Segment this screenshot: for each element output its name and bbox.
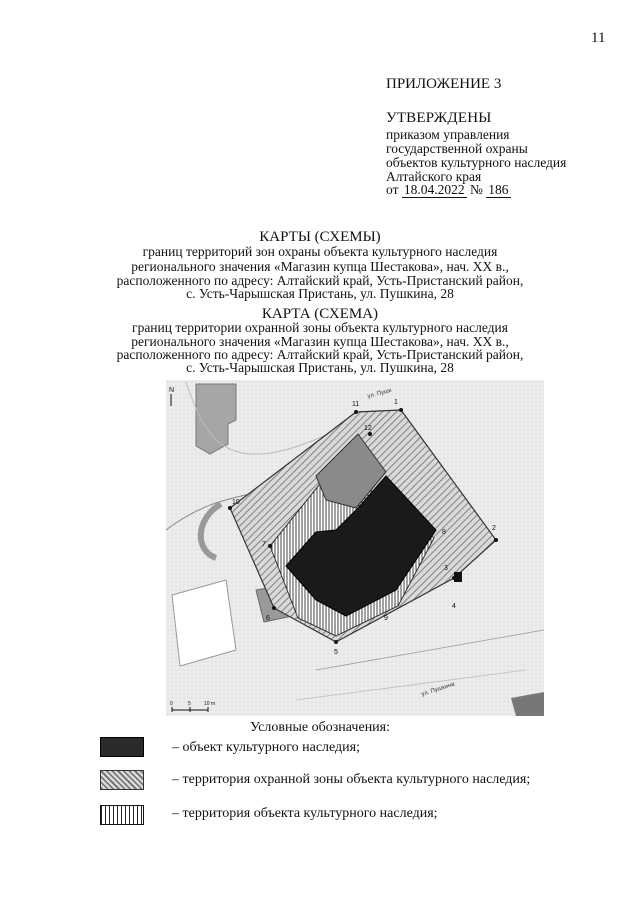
legend-item-object: – объект культурного наследия; — [172, 740, 360, 755]
point-label: 3 — [444, 565, 448, 572]
site-map — [166, 380, 544, 716]
approval-number: 186 — [488, 182, 509, 197]
north-label: N — [169, 387, 175, 394]
boundary-point — [228, 506, 232, 510]
point-label: 2 — [492, 525, 496, 532]
boundary-point — [272, 606, 276, 610]
scale-label: 5 — [188, 701, 191, 707]
approval-date-line — [386, 183, 511, 197]
point-label: 5 — [334, 649, 338, 656]
boundary-point — [399, 408, 403, 412]
legend-title: Условные обозначения: — [249, 720, 391, 735]
section1-line: границ территорий зон охраны объекта культурного наследия — [142, 244, 498, 259]
appendix-title: ПРИЛОЖЕНИЕ 3 — [386, 76, 502, 92]
point-label: 9 — [384, 615, 388, 622]
page-number: 11 — [591, 30, 606, 46]
boundary-point — [334, 640, 338, 644]
point-label: 8 — [442, 529, 446, 536]
approval-line: объектов культурного наследия — [386, 155, 567, 170]
boundary-point — [494, 538, 498, 542]
point-label: 6 — [266, 615, 270, 622]
boundary-point — [368, 432, 372, 436]
section1-line: с. Усть-Чарышская Пристань, ул. Пушкина, 28 — [186, 286, 454, 301]
section1-line: расположенного по адресу: Алтайский край, Усть-Пристанский район, — [116, 273, 524, 288]
section2-title: КАРТА (СХЕМА) — [261, 306, 379, 322]
neighbor-plot — [172, 580, 236, 666]
boundary-point — [452, 576, 456, 580]
point-label: 10 — [232, 499, 240, 506]
point-label: 11 — [352, 401, 360, 408]
boundary-point — [268, 544, 272, 548]
dark-fill-swatch-icon — [100, 737, 144, 757]
approval-line: государственной охраны — [386, 141, 528, 156]
legend-item-protection-zone: – территория охранной зоны объекта культурного наследия; — [172, 772, 531, 787]
scale-label: 0 — [170, 701, 173, 707]
scale-label: 10 m — [204, 701, 216, 707]
approval-date: 18.04.2022 — [403, 182, 465, 197]
point-label: 12 — [364, 425, 372, 432]
point-label: 4 — [452, 603, 456, 610]
vertical-hatch-swatch-icon — [100, 805, 144, 825]
approval-line: Алтайского края — [386, 169, 482, 184]
section1-title: КАРТЫ (СХЕМЫ) — [259, 229, 381, 245]
street-label: ул. Пушкина — [420, 681, 456, 698]
approval-line: приказом управления — [386, 127, 510, 142]
approval-title: УТВЕРЖДЕНЫ — [386, 110, 492, 126]
date-prefix: от — [386, 182, 399, 197]
section2-line: расположенного по адресу: Алтайский край, Усть-Пристанский район, — [116, 347, 524, 362]
boundary-point — [354, 410, 358, 414]
legend-item-object-territory: – территория объекта культурного наследия; — [172, 806, 438, 821]
point-label: 1 — [394, 399, 398, 406]
section2-line: с. Усть-Чарышская Пристань, ул. Пушкина, 28 — [186, 360, 454, 375]
section2-line: регионального значения «Магазин купца Шестакова», нач. XX в., — [131, 334, 509, 349]
section1-line: регионального значения «Магазин купца Шестакова», нач. XX в., — [131, 259, 509, 274]
diagonal-hatch-swatch-icon — [100, 770, 144, 790]
street-label: ул. Пушк — [366, 387, 393, 400]
number-prefix: № — [469, 182, 483, 197]
section2-line: границ территории охранной зоны объекта культурного наследия — [132, 320, 508, 335]
point-label: 7 — [262, 541, 266, 548]
